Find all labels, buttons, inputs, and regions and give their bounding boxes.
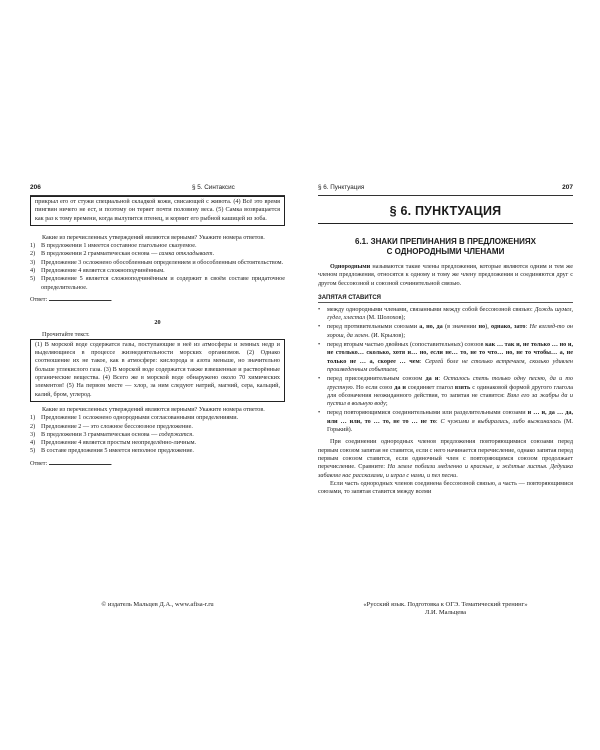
task-19-question: Какие из перечисленных утверждений являются верными? Укажите номера ответов. bbox=[42, 233, 265, 241]
list-item: • перед противительными союзами а, но, да (в значении но), однако, зато: Не взгляд-то он хорош, да зелен. (И. Крылов); bbox=[318, 323, 573, 339]
rule-heading: ЗАПЯТАЯ СТАВИТСЯ bbox=[318, 295, 573, 303]
option: 4) Предложение 4 является сложноподчинённым. bbox=[30, 267, 165, 275]
right-page-header bbox=[318, 183, 573, 196]
answer-field: Ответ: . bbox=[30, 459, 113, 467]
list-item: • перед присоединительным союзом да и: Осталось спеть только одну песню, да и то грустную. Но если союз да и соединяет глагол взять с одинаковой формой другого глагола для обозначения неожиданного действия, то запятая не ставится: Взял его за жабры да и пустил в вольную воду; bbox=[318, 375, 574, 408]
option: 2) Предложение 2 — это сложное бессоюзное предложение. bbox=[30, 422, 193, 430]
section-title: § 6. ПУНКТУАЦИЯ bbox=[318, 204, 573, 224]
task-20-options bbox=[30, 414, 285, 455]
paragraph-2: Если часть однородных членов соединена бессоюзной связью, а часть — повторяющимися союзами, то запятая ставится между всеми bbox=[318, 479, 573, 496]
answer-field: Ответ: . bbox=[30, 295, 113, 303]
right-page bbox=[318, 183, 573, 593]
task-20-question: Какие из перечисленных утверждений являются верными? Укажите номера ответов. bbox=[42, 405, 265, 413]
option: 2) В предложении 2 грамматическая основа — самка откладывает. bbox=[30, 250, 215, 258]
left-page bbox=[30, 183, 285, 593]
task-20-intro: Прочитайте текст. bbox=[42, 330, 90, 338]
option: 3) Предложение 3 осложнено обособленным определением и обособленным обстоятельством. bbox=[30, 258, 284, 266]
page-number: 207 bbox=[562, 184, 573, 191]
option: 5) В составе предложения 5 имеется неполное предложение. bbox=[30, 447, 194, 455]
task-19-text-box: прикрыл его от стужи специальной складкой кожи, свисающей с живота. (4) Всё это время пингвин ничего не ест, и поэтому он теряет почти половину веса. (5) Самка возвращается как раз к тому времени, когда вылупится птенец, и кормит его рыбной кашицей из зоба. bbox=[30, 196, 285, 226]
list-item: • между однородными членами, связанными между собой бессоюзной связью: Дождь шумел, гудел, хлестал (М. Шолохов); bbox=[318, 305, 573, 322]
option: 3) В предложении 3 грамматическая основа — содержатся. bbox=[30, 430, 194, 438]
running-title: § 5. Синтаксис bbox=[192, 184, 235, 191]
task-20-text-box: (1) В морской воде содержатся газы, поступающие в неё из атмосферы и земных недр и выделяющиеся в процессе жизнедеятельности морских организмов. (2) Однако соотношение их не такое, как в атмосфере: кислорода и азота меньше, но значительно больше углекислого газа. (3) В морской воде содержатся также взвешенные и растворённые органические вещества. (4) Всего же в морской воде обнаружено около 70 химических элементов! (5) На первом месте — хлор, за ним следуют натрий, магний, сера, кальций, калий, бром, углерод. bbox=[30, 339, 285, 402]
subsection-title: 6.1. ЗНАКИ ПРЕПИНАНИЯ В ПРЕДЛОЖЕНИЯХ С ОДНОРОДНЫМИ ЧЛЕНАМИ bbox=[355, 237, 536, 256]
task-19-options bbox=[30, 242, 285, 292]
option: 4) Предложение 4 является простым неопределённо-личным. bbox=[30, 439, 197, 447]
answer-line bbox=[49, 458, 111, 465]
list-item: • перед вторым частью двойных (сопоставительных) союзов как … так и, не только … но и, не столько… сколько, хотя и… но, если не… то, не то что… но, не то чтобы… а, не только не … а, скорее … чем: Сергей боле не столько встречаем, сколько удивлен произведенным событием; bbox=[318, 341, 574, 373]
page-number: 206 bbox=[30, 184, 41, 191]
intro-paragraph: Однородными называются такие члены предложения, которые являются одним и тем же членом предложения, относятся к одному и тому же члену предложения и соединяются друг с другом бессоюзной и союзной сочинительной связью. bbox=[318, 263, 573, 287]
option: 1) Предложение 1 осложнено однородными согласованными определениями. bbox=[30, 414, 239, 422]
left-footer: © издатель Мальцев Д.А., www.afisa-r.ru bbox=[101, 601, 214, 608]
paragraph-1: При соединении однородных членов предложения повторяющимися союзами перед первым союзом запятая не ставится, если с него начинается перечисление, однако запятая перед первым союзом ставится, если одиночный член с повторяющимся союзом продолжает перечисление. Сравните: На земле поблизи медленно и красные, и жёлтые листья. Дедушка забавлял нас рассказами, и играл с нами, и пел песни. bbox=[318, 438, 573, 479]
option: 5) Предложение 5 является сложноподчинённым и содержит в своём составе придаточное определительное. bbox=[30, 275, 285, 291]
option: 1) В предложении 1 имеется составное глагольное сказуемое. bbox=[30, 242, 197, 250]
list-item: • перед повторяющимися соединительными или разделительными союзами и … и, да … да, или … или, то … то, не то … не то: С чужими я выбирались, либо выжиналась (М. Горький). bbox=[318, 409, 574, 434]
answer-line bbox=[49, 294, 111, 301]
right-footer: «Русский язык. Подготовка к ОГЭ. Тематический тренинг» Л.И. Мальцева bbox=[363, 601, 528, 616]
running-title: § 6. Пунктуация bbox=[318, 184, 365, 191]
task-20-number: 20 bbox=[154, 319, 161, 327]
rule-list bbox=[318, 306, 573, 434]
left-page-header bbox=[30, 183, 285, 196]
